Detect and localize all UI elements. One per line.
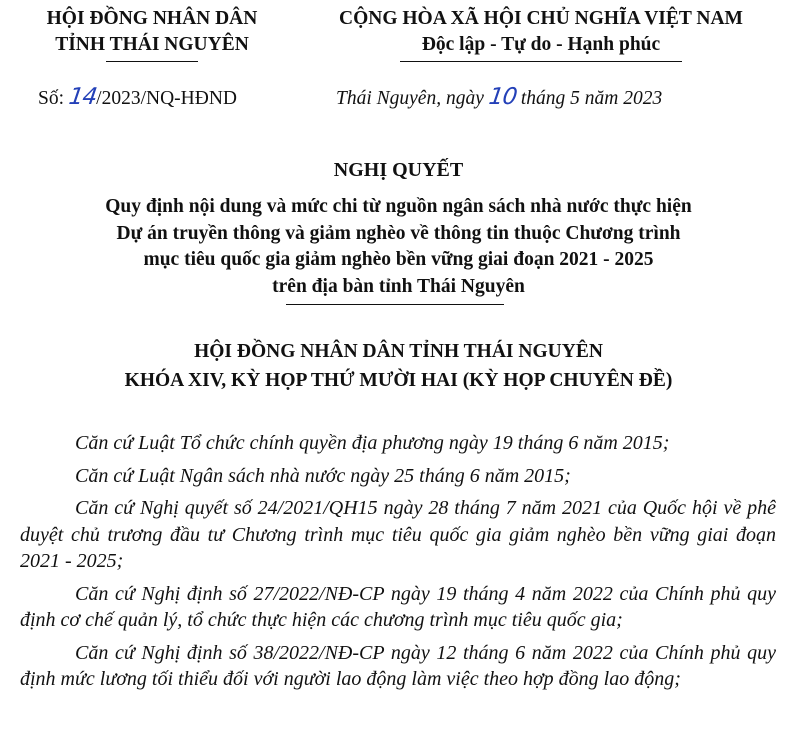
legal-basis-item: Căn cứ Luật Ngân sách nhà nước ngày 25 tháng 6 năm 2015; (75, 464, 571, 487)
document-number-suffix: /2023/NQ-HĐND (96, 88, 237, 109)
legal-basis-item: Căn cứ Nghị định số 38/2022/NĐ-CP ngày 12 tháng 6 năm 2022 của Chính phủ quy định mức lương tối thiểu đối với người lao động làm việc theo hợp đồng lao động; (20, 641, 776, 690)
council-heading-line: HỘI ĐỒNG NHÂN DÂN TỈNH THÁI NGUYÊN (194, 341, 603, 362)
document-subject (20, 194, 777, 300)
subject-line: trên địa bàn tỉnh Thái Nguyên (272, 275, 525, 297)
legal-basis-item: Căn cứ Luật Tổ chức chính quyền địa phương ngày 19 tháng 6 năm 2015; (75, 432, 670, 454)
legal-basis-item: Căn cứ Nghị định số 27/2022/NĐ-CP ngày 19 tháng 4 năm 2022 của Chính phủ quy định cơ chế quản lý, tổ chức thực hiện các chương trình mục tiêu quốc gia; (20, 582, 776, 631)
subject-underline (286, 304, 504, 305)
national-motto: Độc lập - Tự do - Hạnh phúc (421, 34, 661, 55)
legal-basis-section (20, 430, 776, 693)
subject-line: Quy định nội dung và mức chi từ nguồn ngân sách nhà nước thực hiện (105, 196, 692, 217)
issuing-council-heading (0, 337, 797, 395)
document-number-handwritten: 14 (67, 84, 98, 110)
national-header (296, 6, 786, 62)
subject-line: Dự án truyền thông và giảm nghèo về thông tin thuộc Chương trình (116, 222, 681, 244)
motto-underline (400, 61, 682, 62)
legal-basis-item: Căn cứ Nghị quyết số 24/2021/QH15 ngày 28 tháng 7 năm 2021 của Quốc hội về phê duyệt chủ trương đầu tư Chương trình mục tiêu quốc gia giảm nghèo bền vững giai đoạn 2021 - 2025; (20, 497, 776, 572)
document-type-title: NGHỊ QUYẾT (333, 159, 464, 181)
session-heading-line: KHÓA XIV, KỲ HỌP THỨ MƯỜI HAI (KỲ HỌP CHUYÊN ĐỀ) (124, 370, 673, 391)
subject-line: mục tiêu quốc gia giảm nghèo bền vững giai đoạn 2021 - 2025 (143, 249, 654, 270)
issuing-authority (20, 6, 284, 62)
date-prefix: Thái Nguyên, ngày (336, 88, 489, 109)
document-number-prefix: Số: (38, 88, 69, 109)
country-name: CỘNG HÒA XÃ HỘI CHỦ NGHĨA VIỆT NAM (339, 8, 743, 29)
document-date (336, 84, 662, 110)
province-name: TỈNH THÁI NGUYÊN (55, 34, 249, 55)
date-day-handwritten: 10 (486, 84, 518, 110)
document-number (38, 84, 237, 110)
council-name: HỘI ĐỒNG NHÂN DÂN (46, 8, 258, 29)
date-suffix: tháng 5 năm 2023 (516, 88, 663, 109)
authority-underline (106, 61, 198, 62)
